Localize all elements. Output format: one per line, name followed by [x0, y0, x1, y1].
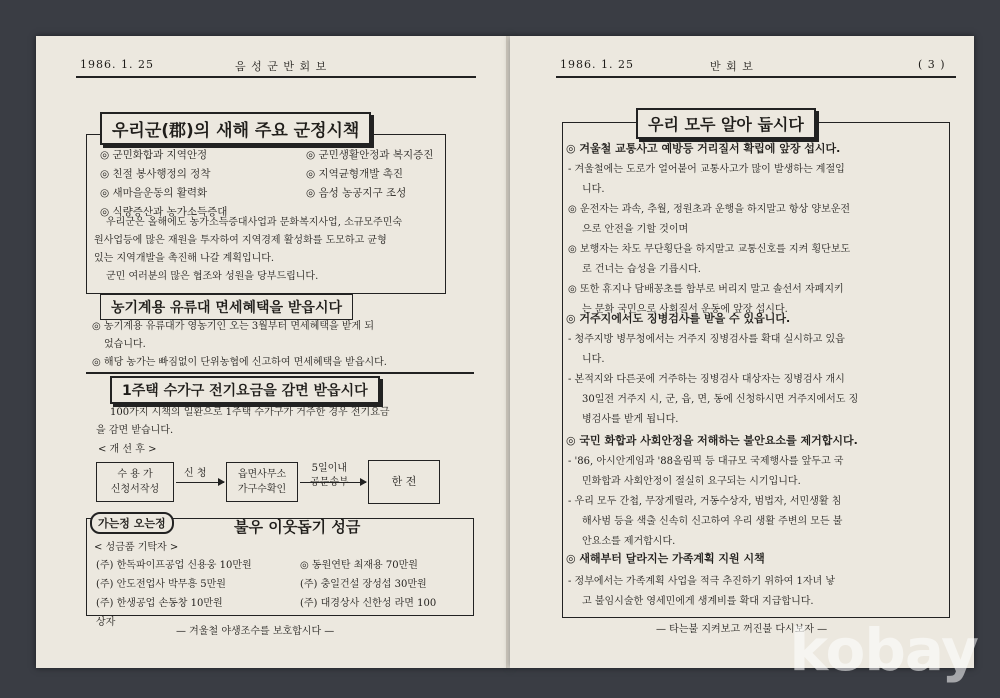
sec1-items: - 겨울철에는 도로가 얼어붙어 교통사고가 많이 발생하는 계절입 니다. ◎ 운전자는 과속, 추월, 정원초과 운행을 하지말고 항상 양보운전 으로 안전을 기할 것이며 ◎ 보행자는 차도 무단횡단을 하지말고 교통신호를 지켜 횡단보도 로 건너는 습성을 기릅시다. ◎ 또한 휴지나 담배꽁초를 함부로 버리지 말고 솔선서 자폐지키 는 문화 국민으로 사회질서 운동에 앞장 섭시다.	[568, 164, 851, 315]
policy-item: ◎ 친절 봉사행정의 정착	[100, 168, 211, 180]
sec3-title: ◎ 국민 화합과 사회안정을 저해하는 불안요소를 제거합시다.	[566, 434, 858, 447]
sec2-title: ◎ 거주지에서도 징병검사를 받을 수 있읍니다.	[566, 312, 791, 325]
policy-item: ◎ 지역균형개발 촉진	[306, 168, 403, 180]
improve-label: < 개 선 후 >	[98, 444, 157, 455]
left-footer: — 겨울철 야생조수를 보호합시다 —	[176, 626, 335, 637]
right-paper-title: 반 회 보	[710, 60, 754, 73]
left-paper-title: 음 성 군 반 회 보	[235, 60, 328, 73]
donation-subtitle: < 성금품 기탁자 >	[94, 542, 179, 553]
policies-left	[100, 146, 227, 222]
flow-box-applicant: 수 용 가 신청서작성	[96, 462, 174, 502]
left-date: 1986. 1. 25	[80, 58, 154, 71]
donation-title: 불우 이웃돕기 성금	[234, 518, 361, 536]
right-header-rule	[556, 76, 956, 78]
policy-title: 우리군(郡)의 새해 주요 군정시책	[100, 112, 371, 145]
farm-rule	[86, 372, 474, 374]
sec4-items: - 정부에서는 가족계획 사업을 적극 추진하기 위하여 1자녀 낳 고 불임시술한 영세민에게 생계비를 확대 지급합니다.	[568, 576, 836, 607]
flow-label-send: 5일이내 공문송부	[310, 463, 349, 488]
sec3-items: - '86, 아시안게임과 '88올림픽 등 대규모 국제행사를 앞두고 국 민화합과 사회안정이 절실히 요구되는 시기입니다. - 우리 모두 간첩, 무장게릴라, 거동수상자, 범법자, 서민생활 침 해사범 등을 색출 신속히 신고하여 우리 생활 주변의 모든 불 안요소를 제거합시다.	[568, 456, 844, 547]
flow-label-apply: 신 청	[184, 468, 207, 479]
policy-item: ◎ 군민화합과 지역안정	[100, 149, 208, 161]
info-title: 우리 모두 알아 둡시다	[636, 108, 816, 139]
right-date: 1986. 1. 25	[560, 58, 634, 71]
sec4-title: ◎ 새해부터 달라지는 가족계획 지원 시책	[566, 552, 765, 565]
watermark: kobay	[789, 616, 978, 684]
flow-box-kepco: 한 전	[368, 460, 440, 504]
flow-box-office: 읍면사무소 가구수확인	[226, 462, 298, 502]
sec2-items: - 청주지방 병무청에서는 거주지 징병검사를 확대 실시하고 있읍 니다. - 본적지와 다른곳에 거주하는 징병검사 대상자는 징병검사 개시 30일전 거주지 시, 군, 읍, 면, 동에 신청하시면 거주지에서도 징 병검사를 받게 됩니다.	[568, 334, 859, 425]
policy-item: ◎ 음성 농공지구 조성	[306, 187, 407, 199]
policies-right	[306, 146, 433, 203]
right-footer: — 타는불 지켜보고 꺼진불 다시보자 —	[656, 624, 828, 635]
policy-item: ◎ 군민생활안정과 복지증진	[306, 149, 434, 161]
policy-item: ◎ 새마을운동의 활력화	[100, 187, 208, 199]
sec1-title: ◎ 겨울철 교통사고 예방등 거리질서 확립에 앞장 섭시다.	[566, 142, 841, 155]
right-page-number: ( 3 )	[918, 58, 946, 71]
left-header-rule	[76, 76, 476, 78]
donation-col-left: (주) 한독파이프공업 신용웅 10만원 (주) 안도전업사 박무흥 5만원 (주) 한생공업 손동창 10만원 상자	[96, 560, 252, 628]
farm-items: ◎ 농기계용 유류대가 영농기인 오는 3월부터 면세혜택을 받게 되 었습니다. ◎ 해당 농가는 빠짐없이 단위농협에 신고하여 면세혜택을 받읍시다.	[92, 321, 387, 368]
policy-item: ◎ 식량증산과 농가소득증대	[100, 206, 228, 218]
donation-col-right: ◎ 동원연탄 최재용 70만원 (주) 충일건설 장성섭 30만원 (주) 대경상사 신한성 라면 100	[300, 560, 437, 609]
farm-title: 농기계용 유류대 면세혜택을 받읍시다	[100, 294, 353, 320]
donation-tag: 가는정 오는정	[90, 512, 174, 534]
elec-paragraph: 100가지 시책의 일환으로 1주택 수가구가 거주한 경우 전기요금 을 감면 받습니다.	[96, 407, 390, 436]
elec-title: 1주택 수가구 전기요금을 감면 받읍시다	[110, 376, 380, 404]
policy-paragraph: 우리군은 올해에도 농가소득증대사업과 문화복지사업, 소규모주민숙 원사업등에 많은 재원을 투자하여 지역경제 활성화를 도모하고 균형 있는 지역개발을 촉진해 나갈 계획입니다. 군민 여러분의 많은 협조와 성원을 당부드립니다.	[94, 217, 403, 282]
